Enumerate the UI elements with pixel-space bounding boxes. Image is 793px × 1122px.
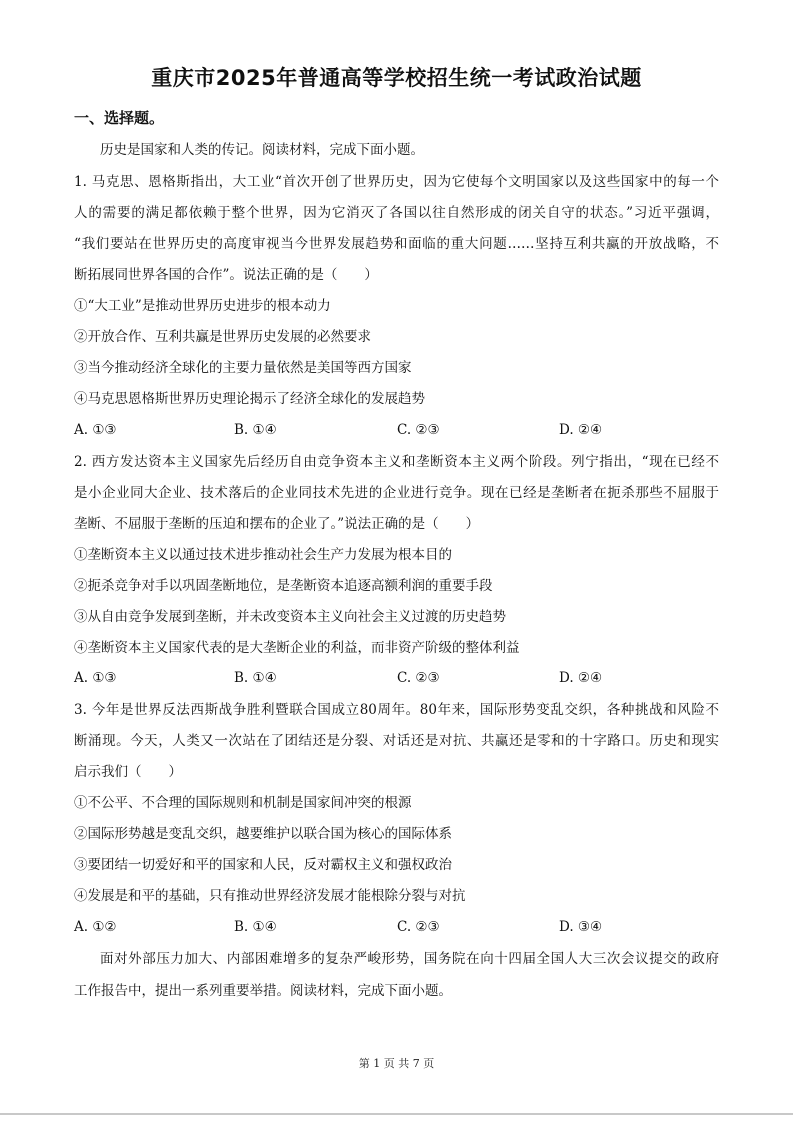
question-1-line: 人的需要的满足都依赖于整个世界，因为它消灭了各国以往自然形成的闭关自守的状态。”习近平强调，: [74, 205, 719, 221]
question-1-option-d[interactable]: D. ②④: [559, 422, 603, 438]
question-3-option-a[interactable]: A. ①②: [74, 919, 117, 935]
question-2-option-d[interactable]: D. ②④: [559, 670, 603, 686]
question-3-option-b[interactable]: B. ①④: [234, 919, 277, 935]
question-2-line: 垄断、不屈服于垄断的压迫和摆布的企业了。”说法正确的是（ ）: [74, 516, 480, 532]
material-intro: 历史是国家和人类的传记。阅读材料，完成下面小题。: [100, 142, 424, 158]
question-2-option-b[interactable]: B. ①④: [234, 670, 277, 686]
question-1-item: ③当今推动经济全球化的主要力量依然是美国等西方国家: [74, 360, 412, 376]
question-3-item: ②国际形势越是变乱交织，越要维护以联合国为核心的国际体系: [74, 826, 452, 842]
question-1-item: ①“大工业”是推动世界历史进步的根本动力: [74, 298, 331, 314]
question-1-item: ④马克思恩格斯世界历史理论揭示了经济全球化的发展趋势: [74, 391, 425, 407]
question-1-line: 断拓展同世界各国的合作”。说法正确的是（ ）: [74, 267, 378, 283]
question-2-line: 2. 西方发达资本主义国家先后经历自由竞争资本主义和垄断资本主义两个阶段。列宁指出，“现在已经不: [74, 454, 719, 470]
page-bottom-divider: [0, 1113, 793, 1115]
question-3-item: ④发展是和平的基础，只有推动世界经济发展才能根除分裂与对抗: [74, 888, 466, 904]
question-2-option-a[interactable]: A. ①③: [74, 670, 117, 686]
question-1-item: ②开放合作、互利共赢是世界历史发展的必然要求: [74, 329, 371, 345]
question-1-option-b[interactable]: B. ①④: [234, 422, 277, 438]
question-2-line: 是小企业同大企业、技术落后的企业同技术先进的企业进行竞争。现在已经是垄断者在扼杀那些不屈服于: [74, 485, 719, 501]
page-title: 重庆市2025年普通高等学校招生统一考试政治试题: [151, 66, 642, 90]
question-2-item: ③从自由竞争发展到垄断，并未改变资本主义向社会主义过渡的历史趋势: [74, 609, 506, 625]
question-2-item: ②扼杀竞争对手以巩固垄断地位，是垄断资本追逐高额利润的重要手段: [74, 578, 493, 594]
question-3-item: ③要团结一切爱好和平的国家和人民，反对霸权主义和强权政治: [74, 857, 452, 873]
question-2-item: ④垄断资本主义国家代表的是大垄断企业的利益，而非资产阶级的整体利益: [74, 640, 520, 656]
question-3-item: ①不公平、不合理的国际规则和机制是国家间冲突的根源: [74, 795, 412, 811]
page-number: 第 1 页 共 7 页: [358, 1057, 435, 1070]
question-1-option-a[interactable]: A. ①③: [74, 422, 117, 438]
question-3-line: 3. 今年是世界反法西斯战争胜利暨联合国成立80周年。80年来，国际形势变乱交织，各种挑战和风险不: [74, 702, 719, 718]
question-3-line: 断涌现。今天，人类又一次站在了团结还是分裂、对话还是对抗、共赢还是零和的十字路口。历史和现实: [74, 733, 719, 749]
question-3-option-d[interactable]: D. ③④: [559, 919, 603, 935]
question-1-line: “我们要站在世界历史的高度审视当今世界发展趋势和面临的重大问题……坚持互利共赢的开放战略，不: [74, 236, 719, 252]
question-3-line: 启示我们（ ）: [74, 764, 182, 780]
material-intro-2-line: 面对外部压力加大、内部困难增多的复杂严峻形势，国务院在向十四届全国人大三次会议提交的政府: [100, 951, 719, 967]
question-3-option-c[interactable]: C. ②③: [397, 919, 440, 935]
material-intro-2-line: 工作报告中，提出一系列重要举措。阅读材料，完成下面小题。: [74, 983, 452, 999]
question-1-line: 1. 马克思、恩格斯指出，大工业“首次开创了世界历史，因为它使每个文明国家以及这些国家中的每一个: [74, 174, 719, 190]
question-1-option-c[interactable]: C. ②③: [397, 422, 440, 438]
question-2-option-c[interactable]: C. ②③: [397, 670, 440, 686]
question-2-item: ①垄断资本主义以通过技术进步推动社会生产力发展为根本目的: [74, 547, 452, 563]
section-heading: 一、选择题。: [74, 109, 165, 127]
